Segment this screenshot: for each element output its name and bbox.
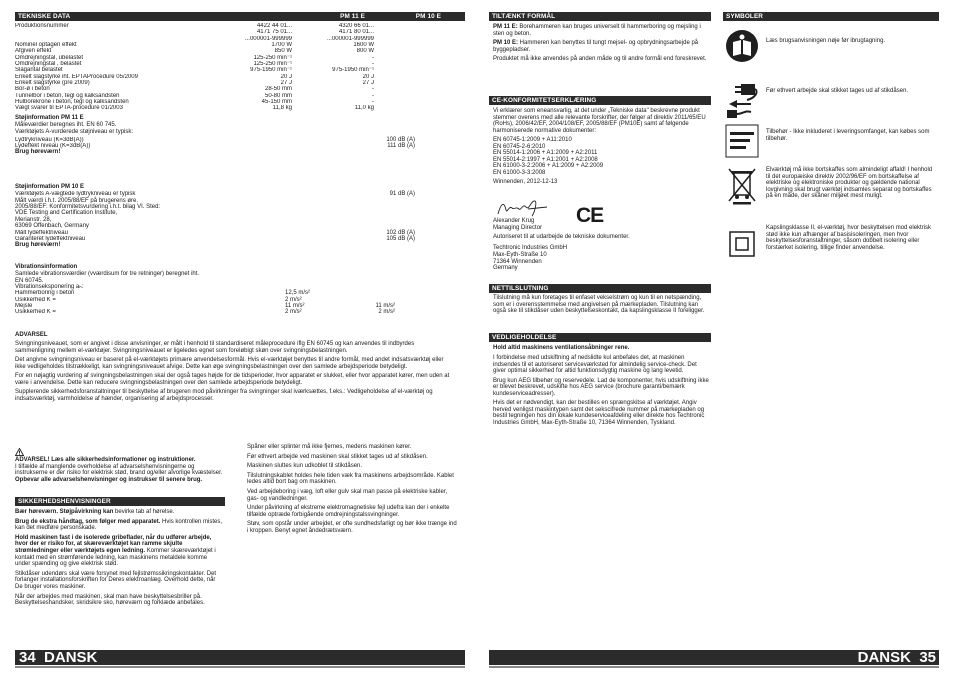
noise-row-value: 91 dB (A) bbox=[389, 191, 415, 198]
safety-paragraph: Maskinen sluttes kun udkoblet til stikdåsen. bbox=[247, 463, 363, 470]
warning-text bbox=[15, 441, 225, 477]
ce-header-label: CE-KONFORMITETSERKLÆRING bbox=[492, 97, 597, 104]
safety-text: Når der arbejdes med maskinen, skal man have beskyttelsesbriller på. Beskyttelseshandsker, skridsikre sko, høreværn og forklæde anbefales. bbox=[15, 593, 205, 607]
symbol-text-2: Før ethvert arbejde skal stikket tages ud af stikdåsen. bbox=[766, 88, 909, 94]
noise-row bbox=[15, 191, 425, 197]
noise-row-value: 100 dB (A) bbox=[386, 136, 415, 143]
maint-p1: I forbindelse med udskiftning af nedslidte kul anbefales det, at maskinen indsendes til et autoriseret serviceværksted for almindelig service-check. Det giver optimal sikkerhed for altid funktionsdygtig maskine og lang levetid. bbox=[493, 355, 697, 375]
spec-value-pm11: 45-150 mm bbox=[261, 99, 292, 106]
safety-paragraph bbox=[15, 594, 223, 607]
symbol-text-4: Elværktøj må ikke bortskaffes som almindeligt affald! I henhold til det europæiske direktiv 2002/96/EF om bortskaffelse af elektriske og elektroniske produkter og gældende national lovgivning skal brugt værktøj indsamles separat og bortskaffes på en måde, der skåner miljøet mest muligt. bbox=[766, 167, 933, 200]
safety-header-label: SIKKERHEDSHENVISNINGER bbox=[18, 498, 111, 505]
vibration-value-pm10: 11 m/s² bbox=[375, 303, 395, 310]
safety-header bbox=[15, 497, 225, 506]
spec-value-pm11: 4422 44 01... bbox=[256, 23, 292, 29]
spec-label: Afgiven effekt bbox=[15, 48, 52, 55]
warning-triangle-icon bbox=[15, 448, 24, 456]
noise-pm10-section bbox=[15, 184, 425, 249]
spec-value-pm10: ...000001-999999 bbox=[326, 35, 374, 42]
net-header-label: NETTILSLUTNING bbox=[492, 285, 549, 292]
spec-value-pm11: 125-250 min⁻¹ bbox=[253, 54, 292, 61]
vibration-text: Samlede vibrationsværdier (vværdisum for tre retninger) beregnet iht. EN 60745. Vibrationseksponering aₕ: bbox=[15, 271, 200, 291]
spec-value-pm11: 28-50 mm bbox=[264, 86, 292, 93]
warning-bold-2: Opbevar alle advarselshenvisninger og instrukser til senere brug. bbox=[15, 476, 203, 483]
unplug-icon bbox=[725, 80, 759, 120]
use-pm10 bbox=[493, 40, 709, 53]
noise-row-label: Lydtrykniveau (K=3dB(A)) bbox=[15, 136, 84, 143]
safety-paragraph: Støv, som opstår under arbejdet, er ofte sundhedsfarligt og bør ikke trænge ind i kroppen. Benyt egnet åndedrætsværn. bbox=[247, 521, 457, 534]
net-text: Tilslutning må kun foretages til enfaset vekselstrøm og kun til en netspænding, som er i overensstemmelse med angivelsen på mærkepladen. Tilslutning kan også ske til stikdåser uden beskyttelseskontakt, da kapslingsklasse II foreligger. bbox=[493, 295, 705, 315]
safety-paragraph: Ved arbejdeboring i væg, loft eller gulv skal man passe på elektriske kabler, gas- og vandledninger. bbox=[247, 488, 448, 502]
safety-paragraph: Spåner eller splinter må ikke fjernes, medens maskinen kører. bbox=[247, 444, 412, 450]
ce-authorised: Autoriseret til at udarbejde de tekniske dokumenter. bbox=[493, 234, 630, 240]
spec-header bbox=[15, 12, 465, 21]
spec-value-pm11: 11,8 kg bbox=[272, 105, 292, 112]
maint-p2: Brug kun AEG tilbehør og reservedele. Lad de komponenter, hvis udskiftning ikke er blevet beskrevet, udskifte hos AEG service (brochure garanti/bemærk kundeserviceadresser). bbox=[493, 377, 709, 397]
noise-pm11-text: Måleværdier beregnes iht. EN 60 745. Værktøjets A-vurderede støjniveau er typisk: bbox=[15, 122, 134, 136]
spec-label: Enkelt slagstyrke iht. EPTAProcedure 05/2009 bbox=[15, 73, 138, 80]
spec-value-pm11: 20 J bbox=[280, 73, 292, 80]
spec-table bbox=[15, 23, 465, 112]
noise-pm11-section bbox=[15, 115, 425, 157]
vibration-value-pm11: 11 m/s² bbox=[285, 303, 305, 310]
left-footer-underline bbox=[15, 666, 465, 668]
ce-date: Winnenden, 2012-12-13 bbox=[493, 179, 558, 185]
spec-value-pm10: 1600 W bbox=[353, 42, 374, 49]
noise-pm11-warning: Brug høreværn! bbox=[15, 149, 61, 156]
vibration-label: Mejsle bbox=[15, 303, 33, 310]
spec-label: Produktionsnummer bbox=[15, 23, 69, 29]
right-footer-underline bbox=[489, 666, 939, 668]
safety-paragraph bbox=[15, 509, 223, 516]
maint-header bbox=[489, 333, 711, 342]
safety-text: bevirke tab af hørelse. bbox=[113, 509, 175, 515]
vibration-value-pm11: 2 m/s² bbox=[285, 296, 302, 303]
col-pm10-label: PM 10 E bbox=[415, 13, 441, 20]
spec-label: Hulborekrone i beton, tegl og kalksandsten bbox=[15, 99, 129, 106]
use-pm11-label: PM 11 E: bbox=[493, 24, 518, 30]
weee-bin-icon bbox=[725, 167, 759, 205]
spec-label: Vægt svarer til EPTA-procedure 01/2003 bbox=[15, 105, 123, 112]
right-footer-label bbox=[848, 650, 936, 665]
spec-value-pm10: - bbox=[372, 54, 374, 61]
noise-row-value: 105 dB (A) bbox=[386, 235, 415, 242]
ce-mark-icon bbox=[576, 205, 603, 227]
ce-signer: Alexander Krug Managing Director bbox=[493, 218, 543, 231]
safety-text: Kommer skæreværktøjet i kontakt med en strømførende ledning, kan maskinens metaldele komme under spænding og give elektrisk stød. bbox=[15, 547, 216, 568]
symbols-header-label: SYMBOLER bbox=[726, 13, 764, 20]
noise-pm10-rows2 bbox=[15, 230, 425, 243]
spec-value-pm11: 4171 75 01... bbox=[256, 29, 292, 36]
noise-row-value: 102 dB (A) bbox=[386, 229, 415, 236]
safety-bold: Bær høreværn. Støjpåvirkning kan bbox=[15, 509, 114, 515]
right-page bbox=[489, 12, 939, 642]
maint-p3: Hvis det er nødvendigt, kan der bestilles en sprængskitse af værktøjet. Angiv herved venligst maskintypen samt det sekscifrede nummer på mærkepladen og bestil tegningen hos din lokale kundeserviceafdeling eller direkte hos Techtronic Industries GmbH, Max-Eyth-Straße 10, 71364 Winnenden, Tyskland. bbox=[493, 400, 705, 426]
vibration-title: Vibrationsinformation bbox=[15, 264, 78, 270]
noise-row bbox=[15, 143, 425, 149]
use-pm10-label: PM 10 E: bbox=[493, 40, 519, 47]
accessory-icon bbox=[725, 124, 759, 158]
spec-value-pm10: 11,0 kg bbox=[354, 105, 374, 112]
read-manual-icon bbox=[725, 29, 759, 63]
noise-pm10-title: Støjinformation PM 10 E bbox=[15, 184, 85, 190]
warning-block bbox=[15, 441, 225, 484]
spec-value-pm10: - bbox=[372, 99, 374, 106]
vibration-value-pm11: 2 m/s² bbox=[285, 309, 302, 316]
noise-row-label: Lydeffekt niveau (K=3dB(A)) bbox=[15, 142, 91, 149]
advarsel-p2: Det angivne svingningsniveau er baseret på el-værktøjets primære anvendelsesformål. Hvis el-værktøjet benyttes til andre formål, med andet indsatsværktøj eller ikke vedligeholdes tilstrækkeligt, kan svingningsniveauet afvige. Dette kan øge svingningsbelastningen over den samlede arbejdsperiode betydeligt. bbox=[15, 357, 444, 370]
symbol-text-3: Tilbehør - Ikke inkluderet i leveringsomfanget, kan købes som tilbehør. bbox=[766, 129, 930, 142]
signature-image bbox=[495, 197, 551, 219]
advarsel-p3: For en nøjagtig vurdering af svingningsbelastningen skal der også tages højde for de tidsperioder, hvor apparatet er slukket, eller hvor apparatet kører, men uden at være i anvendelse. Dette kan reducere svingningsbelastningen over den samlede arbejdsperiode betydeligt. bbox=[15, 373, 450, 386]
page-number-left: 34 bbox=[19, 649, 36, 666]
vibration-label: Usikkerhed K = bbox=[15, 296, 56, 303]
safety-paragraphs-continued bbox=[247, 444, 459, 538]
spec-value-pm11: 125-250 min⁻¹ bbox=[253, 61, 292, 68]
ce-header bbox=[489, 96, 711, 105]
col-pm11-label: PM 11 E bbox=[340, 13, 365, 20]
safety-paragraph bbox=[15, 535, 223, 568]
spec-value-pm11: 27 J bbox=[280, 80, 292, 87]
safety-paragraph bbox=[15, 571, 223, 591]
symbol-text-5: Kapslingsklasse II, el-værktøj, hvor beskyttelsen mod elektrisk stød ikke kun afhænger af basisisoleringen, men hvor beskyttelsesforanstaltninger, såsom dobbelt isolering eller forstærket isolering, tillige finder anvendelse. bbox=[766, 225, 932, 251]
use-section bbox=[493, 24, 709, 63]
ce-declaration: Vi erklærer som eneansvarlig, at det under „Tekniske data" beskrevne produkt stemmer overens med alle relevante forskrifter, der følger af direktiv 2011/65/EU (RoHs), 2006/42/EF, 2004/108/EF, 2005/88/EF (PM10E) samt af følgende harmoniserede normative dokumenter: bbox=[493, 108, 706, 134]
maint-bold: Hold altid maskinens ventilationsåbninger rene. bbox=[493, 345, 630, 351]
spec-label: Enkelt slagstyrke (pre 2009) bbox=[15, 80, 90, 87]
noise-row-label: Garanteret lydeffektniveau bbox=[15, 235, 86, 242]
noise-row bbox=[15, 236, 425, 242]
noise-row-label: Værktøjets A-vægtede lydtrykniveau er typisk bbox=[15, 191, 136, 198]
safety-text: Stikdåser udendørs skal være forsynet med fejlstrømssikringskontakter. Det forlanger installationsforskriften for Deres elektroanlæg. Overhold dette, når De bruger vores maskiner. bbox=[15, 570, 217, 590]
spec-row bbox=[15, 105, 465, 111]
left-footer-label bbox=[19, 650, 97, 665]
spec-label: Bor-ø i beton bbox=[15, 86, 50, 93]
spec-value-pm10: 975-1950 min⁻¹ bbox=[332, 67, 374, 74]
spec-label: Tunnelbor i beton, tegl og kalksandsten bbox=[15, 92, 120, 99]
noise-pm11-title: Støjinformation PM 11 E bbox=[15, 115, 84, 121]
safety-paragraph bbox=[15, 519, 223, 532]
page-lang-left: DANSK bbox=[44, 649, 98, 666]
use-pm11 bbox=[493, 24, 709, 37]
safety-paragraph: Under påvirkning af ekstreme elektromagnetiske fejl udefra kan der i enkelte tilfælde optræde forbigående omdrejningstalssvingninger. bbox=[247, 505, 450, 518]
ce-mark-text: CE bbox=[576, 204, 604, 227]
use-pm10-text: Hammeren kan benyttes til tungt mejsel- og opbrydningsarbejde på byggepladser. bbox=[493, 40, 699, 53]
spec-label: Nominel optagen effekt bbox=[15, 42, 77, 49]
ce-address: Techtronic Industries GmbH Max-Eyth-Straße 10 71364 Winnenden Germany bbox=[493, 245, 568, 272]
vibration-value-pm10: 2 m/s² bbox=[378, 309, 395, 316]
noise-pm11-rows bbox=[15, 137, 425, 150]
vibration-label: Usikkerhed K = bbox=[15, 309, 56, 316]
use-other: Produktet må ikke anvendes på anden måde og til andre formål end foreskrevet. bbox=[493, 56, 707, 63]
spec-label: Omdrejningstal , belastet bbox=[15, 61, 82, 68]
page-lang-right: DANSK bbox=[857, 649, 911, 666]
use-header bbox=[489, 12, 711, 21]
spec-value-pm11: 50-80 mm bbox=[264, 92, 292, 99]
symbol-text-1: Læs brugsanvisningen nøje før ibrugtagning. bbox=[766, 38, 886, 44]
warning-text-1: I tilfælde af manglende overholdelse af advarselshenvisningerne og instrukserne er der risiko for elektrisk stød, brand og/eller alvorlige kvæstelser. bbox=[15, 463, 223, 477]
left-page bbox=[15, 12, 465, 642]
net-header bbox=[489, 284, 711, 293]
safety-paragraphs bbox=[15, 509, 223, 610]
noise-pm10-warning: Brug høreværn! bbox=[15, 242, 61, 249]
spec-value-pm11: 975-1950 min⁻¹ bbox=[250, 67, 292, 74]
vibration-row bbox=[15, 309, 425, 315]
advarsel-title: ADVARSEL bbox=[15, 332, 48, 338]
use-header-label: TILTÆNKT FORMÅL bbox=[492, 13, 556, 20]
safety-text: Hvis kontrollen mistes, kan det medføre personskade. bbox=[15, 518, 223, 532]
spec-value-pm10: - bbox=[372, 92, 374, 99]
spec-value-pm11: ...000001-999999 bbox=[244, 35, 292, 42]
vibration-rows bbox=[15, 290, 425, 315]
noise-pm10-text: Målt værdi i.h.t. 2005/88/EF på brugerens øre. 2005/88/EF: Konformitetsvurdering i.h.t. bilag VI. Sted: VDE Testing and Certification Institute, Merianstr. 28, 63069 Offenbach, Germany bbox=[15, 197, 161, 230]
spec-value-pm10: 20 J bbox=[362, 73, 374, 80]
warning-bold-1: ADVARSEL! Læs alle sikkerhedsinformationer og instruktioner. bbox=[15, 457, 196, 464]
spec-label: Omdrejningstal, ubelastet bbox=[15, 54, 84, 61]
spec-label: Slagantal belastet bbox=[15, 67, 63, 74]
symbols-header bbox=[723, 12, 939, 21]
spec-value-pm11: 850 W bbox=[274, 48, 292, 55]
noise-pm10-rows bbox=[15, 191, 425, 197]
safety-paragraph: Tilslutningskablet holdes hele tiden væk fra maskinens arbejdsområde. Kablet ledes altid bort bag om maskinen. bbox=[247, 472, 454, 486]
safety-bold: Hold maskinen fast i de isolerede gribeflader, når du udfører arbejde, hvor der er risiko for, at skæreværktøjet kan ramme skjulte strømledninger eller værktøjets egen ledning. bbox=[15, 534, 212, 554]
safety-paragraph: Før ethvert arbejde ved maskinen skal stikket tages ud af stikdåsen. bbox=[247, 453, 428, 460]
use-pm11-text: Borehammeren kan bruges universelt til hammerboring og mejsling i sten og beton. bbox=[493, 24, 701, 37]
vibration-value-pm11: 12,5 m/s² bbox=[285, 290, 311, 297]
noise-row-value: 111 dB (A) bbox=[387, 142, 415, 149]
class-ii-icon bbox=[729, 231, 755, 257]
advarsel-section bbox=[15, 332, 453, 402]
vibration-label: Hammerboring i beton bbox=[15, 290, 75, 297]
page-number-right: 35 bbox=[919, 649, 936, 666]
spec-value-pm11: 1700 W bbox=[271, 42, 292, 49]
noise-row-label: Målt lydeffektniveau bbox=[15, 229, 68, 236]
ce-section bbox=[493, 108, 709, 186]
spec-value-pm10: 4171 80 01... bbox=[338, 29, 374, 36]
maint-header-label: VEDLIGEHOLDELSE bbox=[492, 334, 557, 341]
vibration-section bbox=[15, 264, 425, 316]
advarsel-p1: Svingningsniveauet, som er angivet i disse anvisninger, er målt i henhold til standardiseret måleprocedure iflg EN 60745 og kan anvendes til indbyrdes sammenligning mellem el-værktøjer. Svingningsniveauet er ligeledes egnet som foreløbigt skøn over svingningsbelastningen. bbox=[15, 341, 415, 354]
spec-value-pm10: 27 J bbox=[362, 80, 374, 87]
spec-header-label: TEKNISKE DATA bbox=[18, 13, 71, 20]
spec-value-pm10: 4320 66 01... bbox=[338, 23, 374, 29]
safety-bold: Brug de ekstra håndtag, som følger med apparatet. bbox=[15, 518, 161, 525]
maint-section bbox=[493, 345, 709, 426]
spec-value-pm10: - bbox=[372, 61, 374, 68]
advarsel-p4: Supplerende sikkerhedsforanstaltninger til beskyttelse af brugeren mod påvirkninger fra svingninger skal iværksættes, f.eks.: Vedligeholdelse af el-værktøj og indsatsværktøj, varmholdelse af hænder, organisering af arbejdsprocesser. bbox=[15, 389, 433, 402]
ce-norms: EN 60745-1:2009 + A11:2010 EN 60745-2-6:2010 EN 55014-1:2006 + A1:2009 + A2:2011 EN 55014-2:1997 + A1:2001 + A2:2008 EN 61000-3-2:2006 + A1:2009 + A2:2009 EN 61000-3-3:2008 bbox=[493, 137, 604, 176]
spec-value-pm10: - bbox=[372, 86, 374, 93]
spec-value-pm10: 800 W bbox=[356, 48, 374, 55]
